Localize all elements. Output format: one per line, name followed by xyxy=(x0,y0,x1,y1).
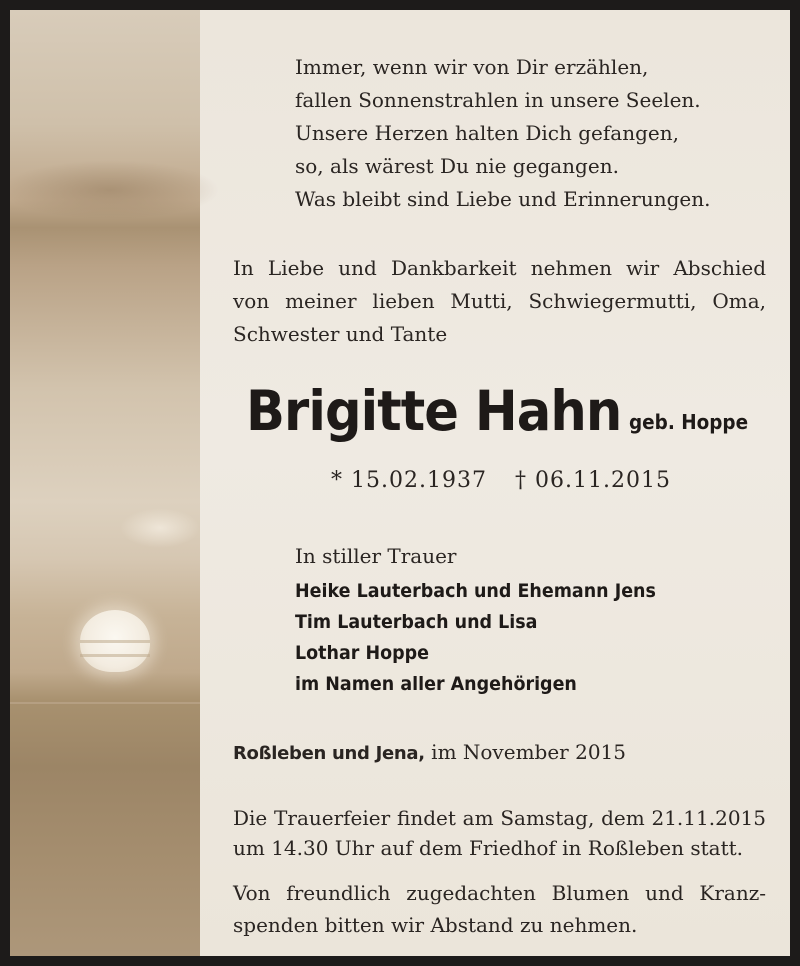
deceased-name: Brigitte Hahn xyxy=(246,379,622,443)
cloud-band xyxy=(0,160,220,220)
mourner-name: Lothar Hoppe xyxy=(295,642,429,664)
memorial-verse xyxy=(295,51,710,216)
mourner-name: Tim Lauterbach und Lisa xyxy=(295,611,538,633)
intro-line: von meiner lieben Mutti, Schwiegermutti, Oma, xyxy=(233,289,766,313)
cloud-wisp xyxy=(120,508,200,548)
verse-line: so, als wärest Du nie gegangen. xyxy=(295,154,619,178)
birth-name: geb. Hoppe xyxy=(629,410,749,434)
mourning-intro: In stiller Trauer xyxy=(295,544,457,568)
setting-sun xyxy=(80,610,150,672)
verse-line: Was bleibt sind Liebe und Erinnerungen. xyxy=(295,187,711,211)
funeral-line: um 14.30 Uhr auf dem Friedhof in Roßleben statt. xyxy=(233,836,744,860)
verse-line: Unsere Herzen halten Dich gefangen, xyxy=(295,121,679,145)
intro-line: In Liebe und Dankbarkeit nehmen wir Abschied xyxy=(233,256,766,280)
farewell-intro xyxy=(233,252,766,351)
verse-line: fallen Sonnenstrahlen in unsere Seelen. xyxy=(295,88,701,112)
mourner-name: Heike Lauterbach und Ehemann Jens xyxy=(295,580,656,602)
horizon-line xyxy=(10,702,200,704)
flowers-line: Von freundlich zugedachten Blumen und Kranz- xyxy=(233,881,766,905)
birth-date: * 15.02.1937 xyxy=(331,468,487,493)
sunset-sea-photo xyxy=(10,10,200,956)
intro-line: Schwester und Tante xyxy=(233,322,448,346)
place-and-date xyxy=(233,740,626,764)
place-location: Roßleben und Jena, xyxy=(233,743,425,764)
funeral-info xyxy=(233,803,766,863)
place-month: im November 2015 xyxy=(431,740,626,764)
sun-cloud-stripe xyxy=(80,640,150,643)
death-date: † 06.11.2015 xyxy=(515,468,671,493)
verse-line: Immer, wenn wir von Dir erzählen, xyxy=(295,55,649,79)
funeral-line: Die Trauerfeier findet am Samstag, dem 21.11.2015 xyxy=(233,806,766,830)
flowers-line: spenden bitten wir Abstand zu nehmen. xyxy=(233,913,638,937)
flowers-request xyxy=(233,877,766,941)
sun-cloud-stripe xyxy=(80,654,150,657)
mourners-list xyxy=(295,576,656,700)
mourner-name: im Namen aller Angehörigen xyxy=(295,673,577,695)
